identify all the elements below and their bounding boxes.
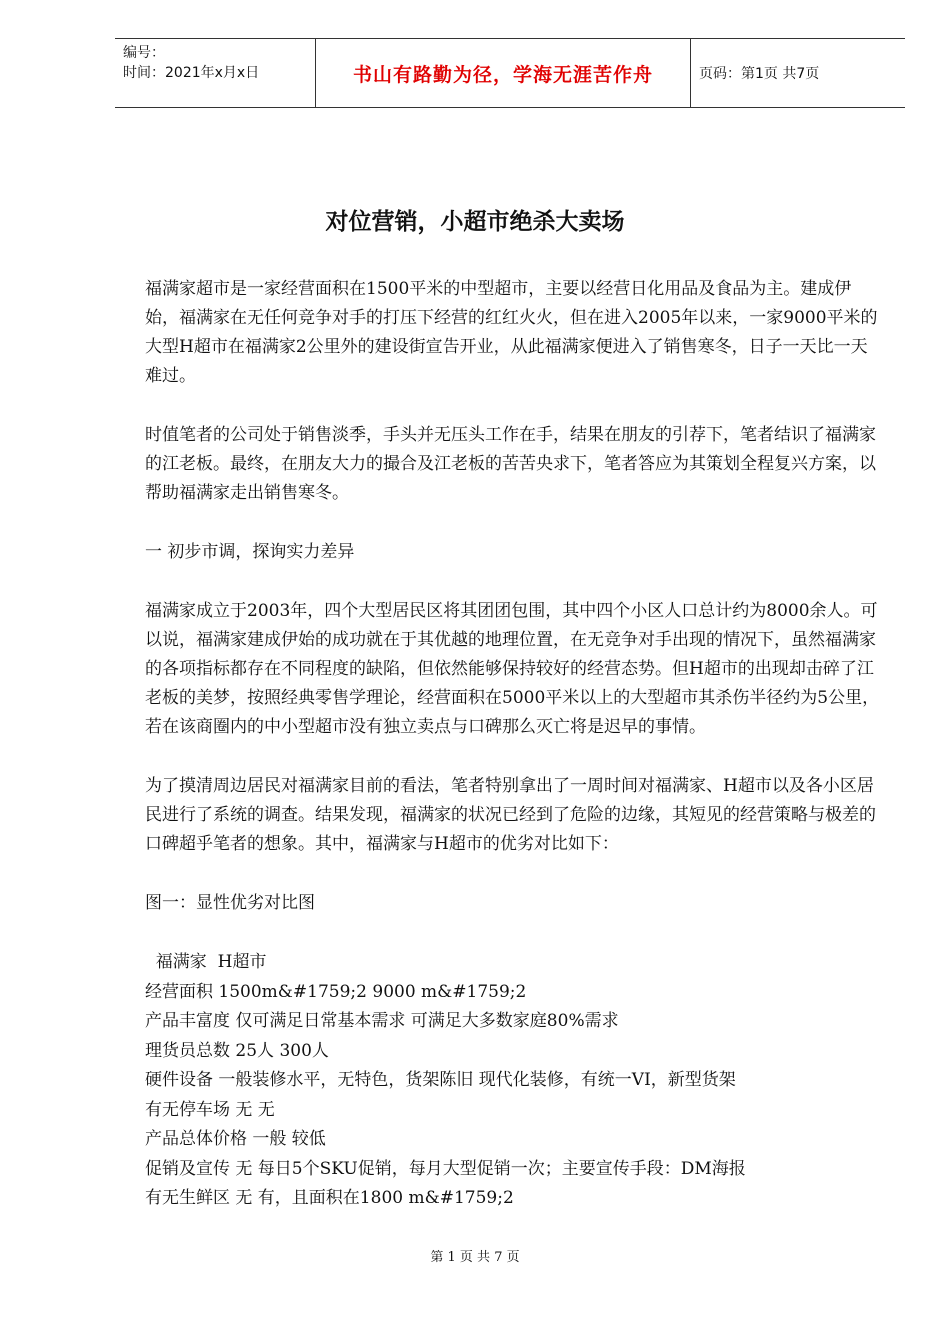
paragraph: 为了摸清周边居民对福满家目前的看法，笔者特别拿出了一周时间对福满家、H超市以及各小区居民进行了系统的调查。结果发现，福满家的状况已经到了危险的边缘，其短见的经营策略与极差的口碑超乎笔者的想象。其中，福满家与H超市的优劣对比如下： <box>145 776 876 854</box>
table-row: 有无停车场 无 无 <box>145 1099 275 1120</box>
table-row: 硬件设备 一般装修水平，无特色，货架陈旧 现代化装修，有统一VI，新型货架 <box>145 1070 736 1090</box>
document-body <box>145 275 880 1214</box>
table-row: 有无生鲜区 无 有，且面积在1800 m&#1759;2 <box>145 1188 514 1208</box>
motto-text: 书山有路勤为径，学海无涯苦作舟 <box>352 63 653 86</box>
figure-caption: 图一：显性优劣对比图 <box>145 893 315 913</box>
table-row: 产品总体价格 一般 较低 <box>145 1129 326 1149</box>
time-label: 时间：2021年x月x日 <box>123 65 260 81</box>
page-info-text: 页码：第1页 共7页 <box>699 66 820 82</box>
paragraph: 时值笔者的公司处于销售淡季，手头并无压头工作在手，结果在朋友的引荐下，笔者结识了福满家的江老板。最终，在朋友大力的撮合及江老板的苦苦央求下，笔者答应为其策划全程复兴方案，以帮助福满家走出销售寒冬。 <box>145 425 876 503</box>
header-meta <box>123 43 313 83</box>
paragraph: 福满家成立于2003年，四个大型居民区将其团团包围，其中四个小区人口总计约为8000余人。可以说，福满家建成伊始的成功就在于其优越的地理位置，在无竞争对手出现的情况下，虽然福满家的各项指标都存在不同程度的缺陷，但依然能够保持较好的经营态势。但H超市的出现却击碎了江老板的美梦，按照经典零售学理论，经营面积在5000平米以上的大型超市其杀伤半径约为5公里，若在该商圈内的中小型超市没有独立卖点与口碑那么灭亡将是迟早的事情。 <box>145 601 880 737</box>
section-heading: 一 初步市调，探询实力差异 <box>145 542 355 562</box>
table-row: 理货员总数 25人 300人 <box>145 1040 329 1061</box>
serial-label: 编号： <box>123 45 165 61</box>
paragraph: 福满家超市是一家经营面积在1500平米的中型超市，主要以经营日化用品及食品为主。建成伊始，福满家在无任何竞争对手的打压下经营的红红火火，但在进入2005年以来，一家9000平米的大型H超市在福满家2公里外的建设街宣告开业，从此福满家便进入了销售寒冬，日子一天比一天难过。 <box>145 279 878 386</box>
page-footer: 第 1 页 共 7 页 <box>430 1250 520 1265</box>
header-page-info <box>699 39 819 107</box>
table-row: 经营面积 1500m&#1759;2 9000 m&#1759;2 <box>145 981 527 1002</box>
table-row: 福满家 H超市 <box>145 952 267 972</box>
header-motto-cell <box>315 39 691 107</box>
table-row: 产品丰富度 仅可满足日常基本需求 可满足大多数家庭80%需求 <box>145 1011 619 1031</box>
comparison-table <box>145 948 880 1214</box>
page-header <box>115 38 905 108</box>
document-title: 对位营销，小超市绝杀大卖场 <box>325 208 625 235</box>
table-row: 促销及宣传 无 每日5个SKU促销，每月大型促销一次；主要宣传手段：DM海报 <box>145 1158 746 1179</box>
